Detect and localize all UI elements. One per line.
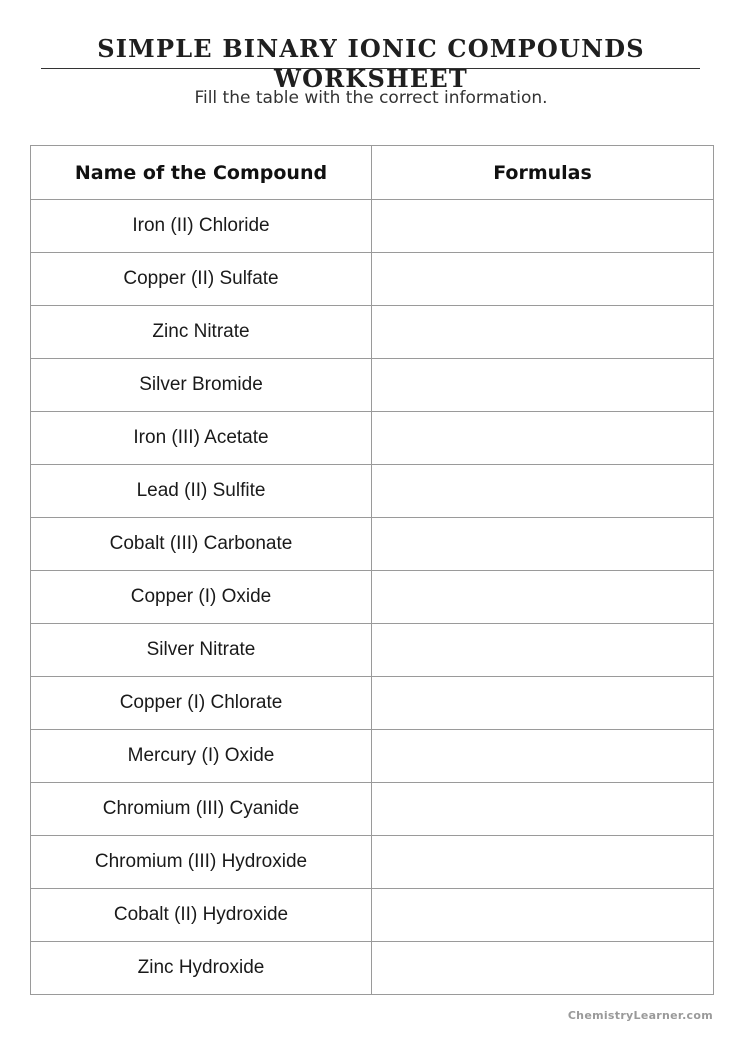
formula-answer-cell[interactable] bbox=[372, 889, 714, 942]
table-row bbox=[31, 412, 714, 465]
table-row bbox=[31, 571, 714, 624]
table-row bbox=[31, 253, 714, 306]
formula-answer-cell[interactable] bbox=[372, 571, 714, 624]
compounds-table bbox=[30, 145, 714, 995]
formula-answer-cell[interactable] bbox=[372, 465, 714, 518]
compound-name-cell: Zinc Hydroxide bbox=[31, 942, 372, 995]
compound-name-cell: Cobalt (II) Hydroxide bbox=[31, 889, 372, 942]
formula-answer-cell[interactable] bbox=[372, 942, 714, 995]
compound-name-cell: Chromium (III) Cyanide bbox=[31, 783, 372, 836]
header-compound-name: Name of the Compound bbox=[31, 146, 372, 200]
table-row bbox=[31, 359, 714, 412]
table-row bbox=[31, 942, 714, 995]
compound-name-cell: Iron (II) Chloride bbox=[31, 200, 372, 253]
table-row bbox=[31, 836, 714, 889]
compound-name-cell: Lead (II) Sulfite bbox=[31, 465, 372, 518]
compound-name-cell: Iron (III) Acetate bbox=[31, 412, 372, 465]
compound-name-cell: Copper (I) Oxide bbox=[31, 571, 372, 624]
formula-answer-cell[interactable] bbox=[372, 677, 714, 730]
compound-name-cell: Silver Nitrate bbox=[31, 624, 372, 677]
table-row bbox=[31, 677, 714, 730]
table-row bbox=[31, 730, 714, 783]
worksheet-instructions: Fill the table with the correct information. bbox=[194, 88, 548, 108]
compound-name-cell: Copper (I) Chlorate bbox=[31, 677, 372, 730]
formula-answer-cell[interactable] bbox=[372, 518, 714, 571]
formula-answer-cell[interactable] bbox=[372, 306, 714, 359]
table-row bbox=[31, 200, 714, 253]
table-header-row bbox=[31, 146, 714, 200]
formula-answer-cell[interactable] bbox=[372, 783, 714, 836]
compound-name-cell: Copper (II) Sulfate bbox=[31, 253, 372, 306]
formula-answer-cell[interactable] bbox=[372, 359, 714, 412]
table-row bbox=[31, 518, 714, 571]
formula-answer-cell[interactable] bbox=[372, 200, 714, 253]
formula-answer-cell[interactable] bbox=[372, 253, 714, 306]
formula-answer-cell[interactable] bbox=[372, 836, 714, 889]
table-row bbox=[31, 783, 714, 836]
worksheet-title: SIMPLE BINARY IONIC COMPOUNDS WORKSHEET bbox=[97, 34, 645, 93]
table-row bbox=[31, 889, 714, 942]
table-row bbox=[31, 306, 714, 359]
source-watermark: ChemistryLearner.com bbox=[567, 1009, 713, 1022]
compound-name-cell: Zinc Nitrate bbox=[31, 306, 372, 359]
table-row bbox=[31, 624, 714, 677]
header-formulas: Formulas bbox=[372, 146, 714, 200]
compound-name-cell: Mercury (I) Oxide bbox=[31, 730, 372, 783]
compound-name-cell: Cobalt (III) Carbonate bbox=[31, 518, 372, 571]
formula-answer-cell[interactable] bbox=[372, 624, 714, 677]
compound-name-cell: Silver Bromide bbox=[31, 359, 372, 412]
table-row bbox=[31, 465, 714, 518]
compound-name-cell: Chromium (III) Hydroxide bbox=[31, 836, 372, 889]
formula-answer-cell[interactable] bbox=[372, 412, 714, 465]
formula-answer-cell[interactable] bbox=[372, 730, 714, 783]
title-underline bbox=[41, 68, 700, 69]
